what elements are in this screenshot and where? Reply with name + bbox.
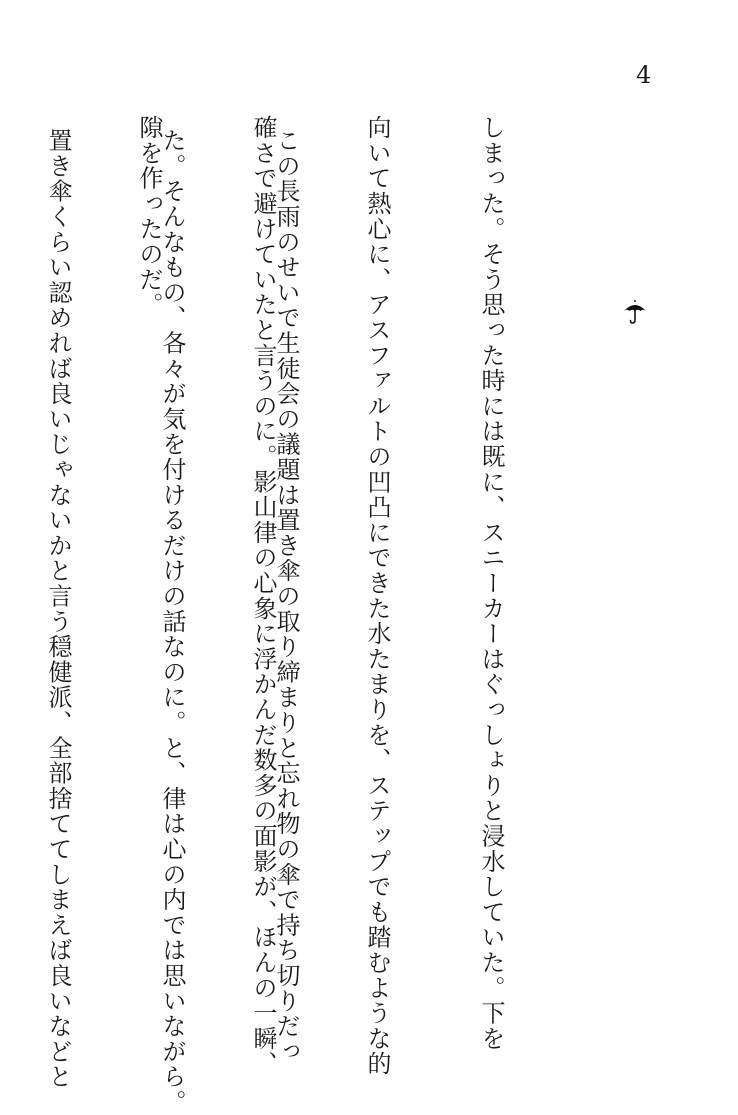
text-block-lower xyxy=(0,128,381,1115)
text-line: 隙を作ったのだ。 xyxy=(135,115,163,318)
umbrella-icon xyxy=(622,299,648,325)
text-line: 置き傘くらい認めれば良いじゃないかと言う穏健派、全部捨ててしまえば良いなどと xyxy=(44,128,72,1090)
text-line: 確さで避けていたと言うのに。影山律の心象に浮かんだ数多の面影が、ほんの一瞬、 xyxy=(249,115,277,1077)
text-line: しまった。そう思った時には既に、スニーカーはぐっしょりと浸水していた。下を xyxy=(477,115,505,1052)
page-number: 4 xyxy=(636,61,652,89)
text-line: 向いて熱心に、アスファルトの凹凸にできた水たまりを、ステップでも踏むような的 xyxy=(363,115,391,1077)
text-line: この長雨のせいで生徒会の議題は置き傘の取り締まりと忘れ物の傘で持ち切りだっ xyxy=(272,128,300,1065)
text-line: た。そんなもの、各々が気を付けるだけの話なのに。と、律は心の内では思いながら。 xyxy=(158,128,186,1115)
